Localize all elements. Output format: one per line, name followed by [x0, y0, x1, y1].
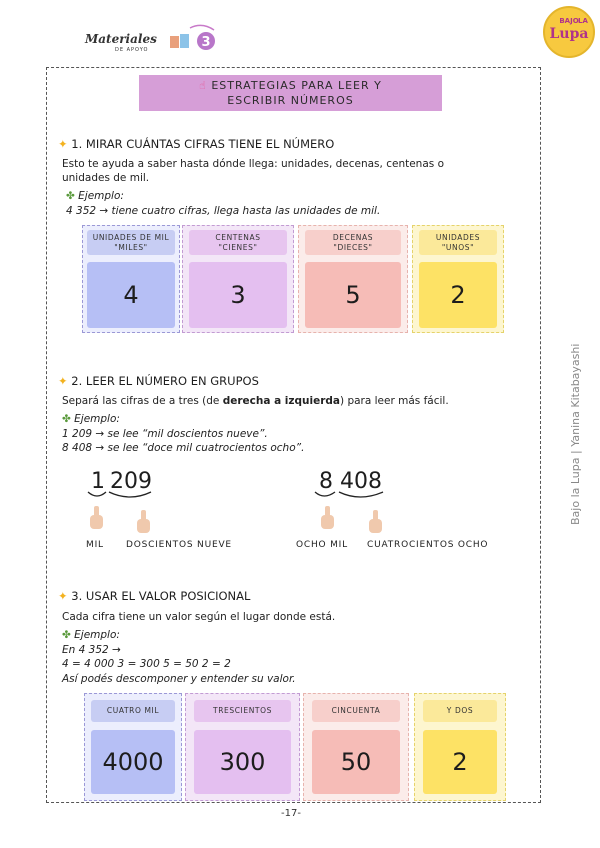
- logo-text-1: BAJO: [559, 17, 579, 25]
- section-3-example-line-2: 4 = 4 000 3 = 300 5 = 50 2 = 2: [62, 658, 231, 670]
- section-1-text-1: Esto te ayuda a saber hasta dónde llega: unidades, decenas, centenas o: [62, 158, 444, 170]
- group-word-cuatrocientos: CUATROCIENTOS OCHO: [367, 540, 489, 550]
- section-1-example-label: ✤ Ejemplo:: [66, 190, 124, 202]
- math-book-logo: [168, 24, 218, 52]
- value-card-y-dos: [414, 693, 506, 801]
- title-line-2: ESCRIBIR NÚMEROS: [227, 94, 354, 107]
- card-label: Y DOS: [423, 700, 497, 722]
- card-label: CINCUENTA: [312, 700, 400, 722]
- place-card-unos: [412, 225, 504, 333]
- section-3-example-label: ✤ Ejemplo:: [62, 629, 120, 641]
- section-2-heading: ✦ 2. LEER EL NÚMERO EN GRUPOS: [58, 374, 259, 388]
- arc-shape: [190, 25, 214, 30]
- card-value: 50: [312, 730, 400, 794]
- card-label: UNIDADES "UNOS": [419, 230, 497, 255]
- section-3-heading: ✦ 3. USAR EL VALOR POSICIONAL: [58, 589, 251, 603]
- grade-badge: 3: [201, 35, 211, 50]
- clover-icon: ✤: [62, 629, 71, 641]
- card-value: 2: [423, 730, 497, 794]
- pointing-hand-icon: [321, 506, 334, 529]
- group-word-ocho-mil: OCHO MIL: [296, 540, 348, 550]
- clover-icon: ✤: [66, 190, 75, 202]
- card-label: TRESCIENTOS: [194, 700, 291, 722]
- card-value: 4000: [91, 730, 175, 794]
- group-right-digits: 209: [110, 469, 152, 494]
- page-title: [139, 75, 442, 111]
- value-card-cuatro-mil: [84, 693, 182, 801]
- card-label: CENTENAS "CIENES": [189, 230, 287, 255]
- group-diagram-1: [78, 462, 278, 542]
- section-1-example-text: 4 352 → tiene cuatro cifras, llega hasta las unidades de mil.: [66, 205, 381, 217]
- card-label: UNIDADES DE MIL "MILES": [87, 230, 175, 255]
- side-credit-text: Bajo la Lupa | Yanina Kitabayashi: [569, 343, 582, 525]
- group-diagram-2: [305, 462, 505, 542]
- brand-title: Materiales: [85, 32, 157, 46]
- card-value: 3: [189, 262, 287, 328]
- group-right-digits: 408: [340, 469, 382, 494]
- pointing-hand-icon: [369, 510, 382, 533]
- hand-icon: ☝: [199, 79, 207, 92]
- sparkle-icon: ✦: [58, 374, 68, 388]
- bajo-la-lupa-logo: [543, 6, 595, 58]
- title-line-1: ESTRATEGIAS PARA LEER Y: [211, 79, 382, 92]
- section-2-example-line-2: 8 408 → se lee “doce mil cuatrocientos ocho”.: [62, 442, 305, 454]
- book-shape: [170, 36, 179, 48]
- logo-text-2: LA: [578, 17, 588, 25]
- group-word-mil: MIL: [86, 540, 104, 550]
- section-2-example-label: ✤ Ejemplo:: [62, 413, 120, 425]
- section-1-text-2: unidades de mil.: [62, 172, 150, 184]
- card-value: 2: [419, 262, 497, 328]
- section-3-example-line-1: En 4 352 →: [62, 644, 121, 656]
- group-left-digit: 8: [319, 469, 333, 494]
- card-label: CUATRO MIL: [91, 700, 175, 722]
- value-card-trescientos: [185, 693, 300, 801]
- section-3-text: Cada cifra tiene un valor según el lugar donde está.: [62, 611, 336, 623]
- sparkle-icon: ✦: [58, 589, 68, 603]
- logo-text-3: Lupa: [549, 26, 589, 42]
- clover-icon: ✤: [62, 413, 71, 425]
- section-2-example-line-1: 1 209 → se lee “mil doscientos nueve”.: [62, 428, 268, 440]
- place-card-cienes: [182, 225, 294, 333]
- pointing-hand-icon: [137, 510, 150, 533]
- card-value: 5: [305, 262, 401, 328]
- sparkle-icon: ✦: [58, 137, 68, 151]
- book-shape: [180, 34, 189, 48]
- card-value: 300: [194, 730, 291, 794]
- section-2-text: Separá las cifras de a tres (de derecha a izquierda) para leer más fácil.: [62, 395, 449, 407]
- card-value: 4: [87, 262, 175, 328]
- group-word-doscientos: DOSCIENTOS NUEVE: [126, 540, 232, 550]
- group-left-digit: 1: [91, 469, 105, 494]
- side-credit: [560, 300, 590, 560]
- page-number: -17-: [281, 808, 301, 819]
- brand-subtitle: DE APOYO: [115, 47, 149, 53]
- card-label: DECENAS "DIECES": [305, 230, 401, 255]
- place-card-miles: [82, 225, 180, 333]
- section-3-example-line-3: Así podés descomponer y entender su valor.: [62, 673, 296, 685]
- section-1-heading: ✦ 1. MIRAR CUÁNTAS CIFRAS TIENE EL NÚMERO: [58, 137, 335, 151]
- pointing-hand-icon: [90, 506, 103, 529]
- value-card-cincuenta: [303, 693, 409, 801]
- place-card-dieces: [298, 225, 408, 333]
